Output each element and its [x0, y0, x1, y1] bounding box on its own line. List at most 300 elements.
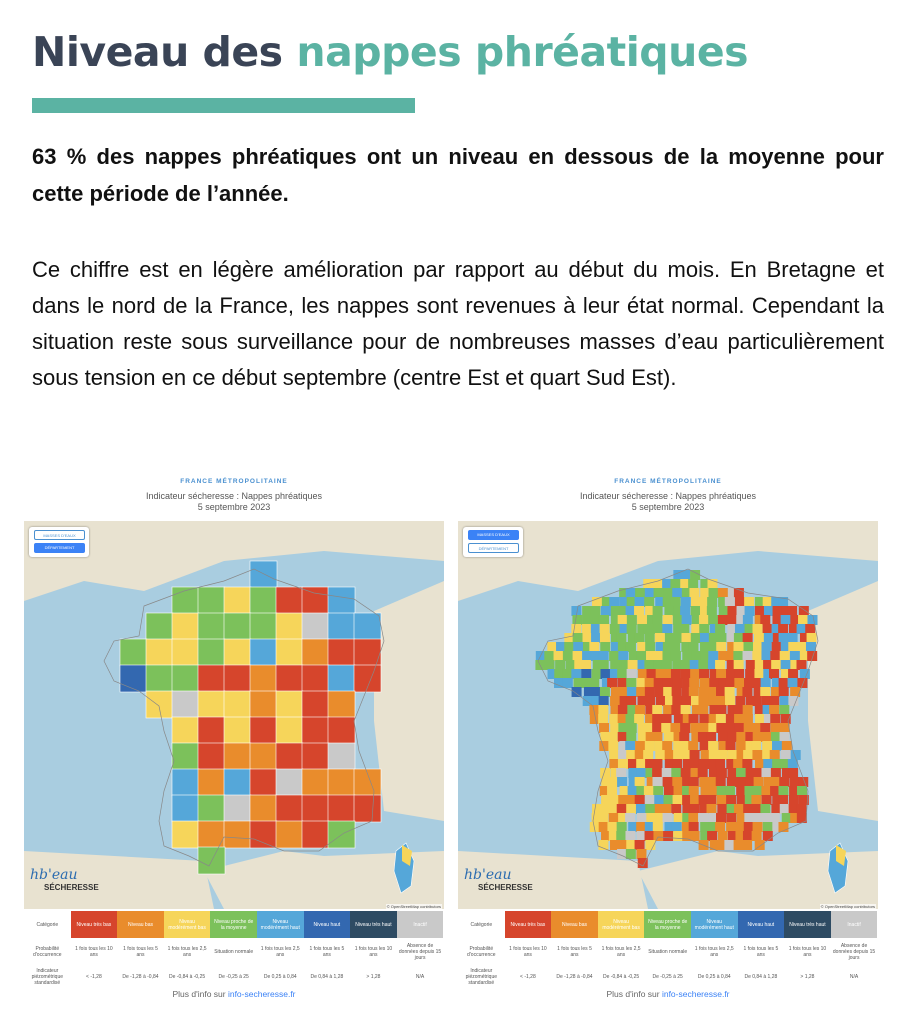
water-body-cell — [664, 732, 674, 742]
water-body-cell — [653, 606, 663, 616]
water-body-cell — [662, 669, 672, 679]
water-body-cell — [761, 768, 771, 778]
hubeau-logo-text: hb'eau — [464, 867, 512, 883]
water-body-cell — [770, 723, 780, 733]
water-body-cell — [763, 759, 773, 769]
legend-probability-header: Probabilité d'occurrence — [467, 945, 496, 958]
map-svg — [458, 521, 878, 909]
water-body-cell — [599, 804, 609, 814]
water-body-cell — [680, 606, 690, 616]
water-body-cell — [763, 624, 773, 634]
legend-probability-value: 1 fois tous les 5 ans — [309, 945, 345, 958]
water-body-cell — [772, 741, 782, 751]
department-cell — [250, 613, 277, 640]
legend-probability-value: 1 fois tous les 10 ans — [509, 945, 547, 958]
water-body-cell — [643, 750, 653, 760]
water-body-cell — [690, 795, 700, 805]
water-body-cell — [736, 768, 746, 778]
department-cell — [302, 795, 329, 822]
water-body-cell — [727, 606, 737, 616]
water-body-cell — [583, 633, 593, 643]
info-secheresse-link[interactable]: info-secheresse.fr — [227, 989, 296, 999]
water-body-cell — [645, 804, 655, 814]
water-body-cell — [762, 642, 772, 652]
water-body-cell — [672, 759, 682, 769]
water-body-cell — [716, 687, 726, 697]
water-body-cell — [626, 750, 636, 760]
department-cell — [172, 587, 199, 614]
water-body-cell — [743, 633, 753, 643]
water-body-cell — [609, 597, 619, 607]
water-body-cell — [655, 687, 665, 697]
water-body-cell — [807, 633, 817, 643]
water-body-cell — [690, 660, 700, 670]
department-cell — [276, 821, 303, 848]
water-body-cell — [726, 822, 736, 832]
water-body-cell — [761, 651, 771, 661]
water-body-cell — [653, 786, 663, 796]
water-body-cell — [607, 786, 617, 796]
legend-swatch-normal: Niveau proche de la moyenne — [644, 911, 691, 938]
legend-swatch-modere-haut: Niveau modérément haut — [257, 911, 304, 938]
water-body-cell — [652, 723, 662, 733]
water-body-cell — [644, 786, 654, 796]
department-cell — [224, 613, 251, 640]
water-body-cell — [706, 732, 716, 742]
water-body-cell — [698, 696, 708, 706]
water-body-cell — [734, 678, 744, 688]
water-body-cell — [644, 624, 654, 634]
department-cell — [198, 795, 225, 822]
water-body-cell — [626, 849, 636, 859]
legend-swatch-tres-bas: Niveau très bas — [71, 911, 118, 938]
legend-swatch-tres-bas: Niveau très bas — [505, 911, 552, 938]
water-body-cell — [727, 777, 737, 787]
department-cell — [224, 587, 251, 614]
water-body-cell — [788, 633, 798, 643]
water-body-cell — [644, 660, 654, 670]
map-attribution[interactable]: © OpenStreetMap contributors — [820, 904, 875, 909]
water-body-cell — [752, 831, 762, 841]
department-cell — [172, 769, 199, 796]
water-body-cell — [647, 669, 657, 679]
water-body-cell — [654, 678, 664, 688]
legend-swatch-bas: Niveau bas — [117, 911, 164, 938]
department-cell — [198, 665, 225, 692]
map-attribution[interactable]: © OpenStreetMap contributors — [386, 904, 441, 909]
water-body-cell — [715, 759, 725, 769]
water-body-cell — [636, 759, 646, 769]
water-body-cell — [600, 687, 610, 697]
legend-probability-value: 1 fois tous les 2,5 ans — [601, 945, 641, 958]
department-cell — [224, 717, 251, 744]
water-body-cell — [691, 606, 701, 616]
more-info-line — [24, 989, 444, 999]
info-secheresse-link[interactable]: info-secheresse.fr — [661, 989, 730, 999]
department-cell — [250, 665, 277, 692]
water-body-cell — [582, 624, 592, 634]
department-cell — [354, 795, 381, 822]
water-body-cell — [715, 822, 725, 832]
legend-probability-value: Situation normale — [214, 948, 254, 955]
water-body-cell — [626, 696, 636, 706]
legend-ips-value: > 1,28 — [366, 973, 381, 980]
water-body-cell — [688, 813, 698, 823]
water-body-cell — [674, 813, 684, 823]
water-body-cell — [797, 642, 807, 652]
water-body-cell — [653, 822, 663, 832]
department-cell — [224, 821, 251, 848]
water-body-cell — [781, 660, 791, 670]
water-body-cell — [625, 813, 635, 823]
water-body-cell — [592, 597, 602, 607]
water-body-cell — [618, 651, 628, 661]
department-cell — [172, 743, 199, 770]
water-body-cell — [653, 777, 663, 787]
water-body-cell — [672, 777, 682, 787]
water-body-cell — [617, 678, 627, 688]
water-body-cell — [600, 624, 610, 634]
water-body-cell — [718, 615, 728, 625]
map-panel-departments — [24, 470, 444, 1010]
water-body-cell — [797, 624, 807, 634]
water-body-cell — [734, 714, 744, 724]
water-body-cell — [635, 741, 645, 751]
department-cell — [198, 769, 225, 796]
water-body-cell — [600, 642, 610, 652]
water-body-cell — [743, 714, 753, 724]
department-cell — [276, 795, 303, 822]
water-body-cell — [671, 768, 681, 778]
water-body-cell — [591, 633, 601, 643]
departement-button[interactable]: DÉPARTEMENT — [34, 543, 85, 553]
info-secheresse-logo — [464, 867, 533, 892]
water-body-cell — [554, 651, 564, 661]
water-body-cell — [572, 687, 582, 697]
water-body-cell — [654, 795, 664, 805]
more-info-prefix: Plus d'info sur — [606, 989, 662, 999]
department-cell — [146, 665, 173, 692]
water-body-cell — [733, 759, 743, 769]
water-body-cell — [590, 687, 600, 697]
department-cell — [354, 613, 381, 640]
water-body-cell — [770, 777, 780, 787]
legend-ips-value: < -1,28 — [86, 973, 102, 980]
water-body-cell — [734, 705, 744, 715]
water-body-cell — [689, 786, 699, 796]
water-body-cell — [625, 831, 635, 841]
water-body-cell — [753, 642, 763, 652]
water-body-cell — [598, 705, 608, 715]
water-body-cell — [790, 687, 800, 697]
water-body-cell — [670, 642, 680, 652]
water-body-cell — [764, 606, 774, 616]
water-body-cell — [609, 651, 619, 661]
water-body-cell — [763, 822, 773, 832]
water-body-cell — [609, 750, 619, 760]
water-body-cell — [600, 669, 610, 679]
water-body-cell — [581, 669, 591, 679]
water-body-cell — [699, 615, 709, 625]
department-cell — [276, 613, 303, 640]
water-body-cell — [645, 831, 655, 841]
water-body-cell — [734, 723, 744, 733]
water-body-cell — [618, 732, 628, 742]
water-body-cell — [717, 795, 727, 805]
water-body-cell — [599, 696, 609, 706]
water-body-cell — [636, 822, 646, 832]
neighbour-land — [374, 581, 444, 821]
water-body-cell — [734, 660, 744, 670]
departement-button[interactable]: DÉPARTEMENT — [468, 543, 519, 553]
water-body-cell — [663, 777, 673, 787]
department-cell — [172, 821, 199, 848]
water-body-cell — [779, 633, 789, 643]
department-cell — [328, 691, 355, 718]
department-cell — [224, 769, 251, 796]
legend-swatch-inactif: Inactif — [831, 911, 878, 938]
water-body-cell — [753, 786, 763, 796]
department-cell — [276, 717, 303, 744]
department-cell — [224, 795, 251, 822]
water-body-cell — [617, 687, 627, 697]
water-body-cell — [760, 687, 770, 697]
water-body-cell — [672, 588, 682, 598]
water-body-cell — [700, 642, 710, 652]
title-part-2: nappes phréatiques — [296, 28, 749, 76]
water-body-cell — [627, 624, 637, 634]
water-body-cell — [618, 705, 628, 715]
water-body-cell — [655, 750, 665, 760]
water-body-cell — [655, 633, 665, 643]
water-body-cell — [573, 651, 583, 661]
water-body-cell — [790, 651, 800, 661]
water-body-cell — [778, 786, 788, 796]
department-cell — [198, 639, 225, 666]
map-legend — [24, 911, 444, 988]
water-body-cell — [590, 615, 600, 625]
water-body-cell — [718, 732, 728, 742]
department-cell — [328, 665, 355, 692]
water-body-cell — [637, 651, 647, 661]
water-body-cell — [700, 633, 710, 643]
water-body-cell — [663, 678, 673, 688]
department-cell — [250, 691, 277, 718]
legend-ips-value: < -1,28 — [520, 973, 536, 980]
department-cell — [250, 821, 277, 848]
water-body-cell — [682, 696, 692, 706]
hubeau-logo-text: hb'eau — [30, 867, 78, 883]
water-body-cell — [807, 615, 817, 625]
water-body-cell — [653, 624, 663, 634]
department-cell — [276, 691, 303, 718]
water-body-cell — [645, 633, 655, 643]
water-body-cell — [718, 588, 728, 598]
department-cell — [224, 639, 251, 666]
water-body-cell — [752, 750, 762, 760]
page-title — [32, 28, 748, 76]
water-body-cell — [637, 768, 647, 778]
water-body-cell — [637, 813, 647, 823]
legend-probability-value: Absence de données depuis 15 jours — [832, 942, 876, 961]
water-body-cell — [672, 696, 682, 706]
water-body-cell — [716, 723, 726, 733]
water-body-cell — [717, 804, 727, 814]
water-body-cell — [725, 687, 735, 697]
water-body-cell — [663, 831, 673, 841]
water-body-cell — [634, 633, 644, 643]
france-map-departments[interactable] — [24, 521, 444, 909]
water-body-cell — [698, 813, 708, 823]
water-body-cell — [763, 597, 773, 607]
water-body-cell — [716, 669, 726, 679]
water-body-cell — [627, 687, 637, 697]
legend-probability-value: 1 fois tous les 2,5 ans — [167, 945, 207, 958]
water-body-cell — [716, 777, 726, 787]
water-body-cell — [664, 786, 674, 796]
department-cell — [302, 821, 329, 848]
department-cell — [250, 639, 277, 666]
water-body-cell — [571, 669, 581, 679]
water-body-cell — [715, 660, 725, 670]
water-body-cell — [652, 615, 662, 625]
legend-probability-row — [24, 938, 444, 965]
water-body-cell — [689, 588, 699, 598]
water-body-cell — [618, 759, 628, 769]
water-body-cell — [663, 615, 673, 625]
water-body-cell — [770, 750, 780, 760]
masses-eaux-button[interactable]: MASSES D'EAUX — [34, 530, 85, 540]
water-body-cell — [760, 723, 770, 733]
water-body-cell — [645, 687, 655, 697]
department-cell — [328, 613, 355, 640]
water-body-cell — [788, 642, 798, 652]
water-body-cell — [663, 588, 673, 598]
water-body-cell — [797, 678, 807, 688]
water-body-cell — [708, 615, 718, 625]
water-body-cell — [610, 696, 620, 706]
water-body-cell — [796, 804, 806, 814]
water-body-cell — [617, 822, 627, 832]
legend-ips-value: De -1,28 à -0,84 — [556, 973, 593, 980]
body-paragraph: Ce chiffre est en légère amélioration par rapport au début du mois. En Bretagne et dans le nord de la France, les nappes sont revenues à leur état normal. Cependant la situation reste sous surveillance pour de nombreuses masses d’eau particulièrement sous tension en ce début septembre (centre Est et quart Sud Est). — [32, 257, 884, 390]
department-cell — [302, 587, 329, 614]
water-body-cell — [652, 714, 662, 724]
water-body-cell — [674, 714, 684, 724]
water-body-cell — [742, 687, 752, 697]
water-body-cell — [645, 795, 655, 805]
map-region-label: FRANCE MÉTROPOLITAINE — [614, 478, 722, 485]
water-body-cell — [601, 795, 611, 805]
water-body-cell — [628, 660, 638, 670]
water-body-cell — [672, 687, 682, 697]
water-body-cell — [735, 624, 745, 634]
water-body-cell — [752, 651, 762, 661]
water-body-cell — [771, 732, 781, 742]
water-body-cell — [652, 768, 662, 778]
department-cell — [302, 639, 329, 666]
water-body-cell — [744, 678, 754, 688]
department-cell — [146, 691, 173, 718]
water-body-cell — [562, 669, 572, 679]
water-body-cell — [662, 741, 672, 751]
water-body-cell — [616, 768, 626, 778]
more-info-prefix: Plus d'info sur — [172, 989, 228, 999]
water-body-cell — [627, 615, 637, 625]
department-cell — [224, 691, 251, 718]
more-info-line — [458, 989, 878, 999]
water-body-cell — [709, 678, 719, 688]
water-body-cell — [771, 660, 781, 670]
water-body-cell — [755, 714, 765, 724]
water-body-cell — [707, 831, 717, 841]
water-body-cell — [664, 606, 674, 616]
water-body-cell — [644, 597, 654, 607]
legend-ips-header: Indicateur piézométrique standardisé — [465, 967, 497, 986]
department-cell — [276, 769, 303, 796]
neighbour-land — [808, 581, 878, 821]
legend-ips-row — [458, 965, 878, 988]
water-body-cell — [670, 723, 680, 733]
water-body-cell — [671, 705, 681, 715]
water-body-cell — [781, 750, 791, 760]
water-body-cell — [719, 606, 729, 616]
water-body-cell — [764, 633, 774, 643]
department-cell — [250, 717, 277, 744]
water-body-cell — [743, 705, 753, 715]
water-body-cell — [762, 741, 772, 751]
water-body-cell — [626, 588, 636, 598]
water-body-cell — [608, 732, 618, 742]
water-body-cell — [670, 579, 680, 589]
department-cell — [328, 743, 355, 770]
water-body-cell — [590, 606, 600, 616]
water-body-cell — [788, 669, 798, 679]
water-body-cell — [770, 714, 780, 724]
masses-eaux-button[interactable]: MASSES D'EAUX — [468, 530, 519, 540]
water-body-cell — [751, 696, 761, 706]
water-body-cell — [589, 678, 599, 688]
department-cell — [198, 691, 225, 718]
legend-swatch-inactif: Inactif — [397, 911, 444, 938]
department-cell — [250, 743, 277, 770]
water-body-cell — [607, 678, 617, 688]
water-body-cell — [716, 714, 726, 724]
water-body-cell — [698, 768, 708, 778]
water-body-cell — [635, 795, 645, 805]
water-body-cell — [743, 804, 753, 814]
water-body-cell — [690, 831, 700, 841]
legend-ips-value: > 1,28 — [800, 973, 815, 980]
water-body-cell — [789, 795, 799, 805]
legend-ips-value: De -0,84 à -0,25 — [603, 973, 640, 980]
water-body-cell — [689, 687, 699, 697]
water-body-cell — [601, 606, 611, 616]
water-body-cell — [616, 633, 626, 643]
water-body-cell — [638, 669, 648, 679]
water-body-cell — [689, 678, 699, 688]
water-body-cell — [690, 750, 700, 760]
map-date-label: 5 septembre 2023 — [631, 502, 705, 512]
water-body-cell — [734, 804, 744, 814]
water-body-cell — [555, 660, 565, 670]
france-map-water-bodies[interactable] — [458, 521, 878, 909]
water-body-cell — [572, 615, 582, 625]
map-region-label: FRANCE MÉTROPOLITAINE — [180, 478, 288, 485]
map-svg — [24, 521, 444, 909]
water-body-cell — [681, 768, 691, 778]
water-body-cell — [706, 795, 716, 805]
